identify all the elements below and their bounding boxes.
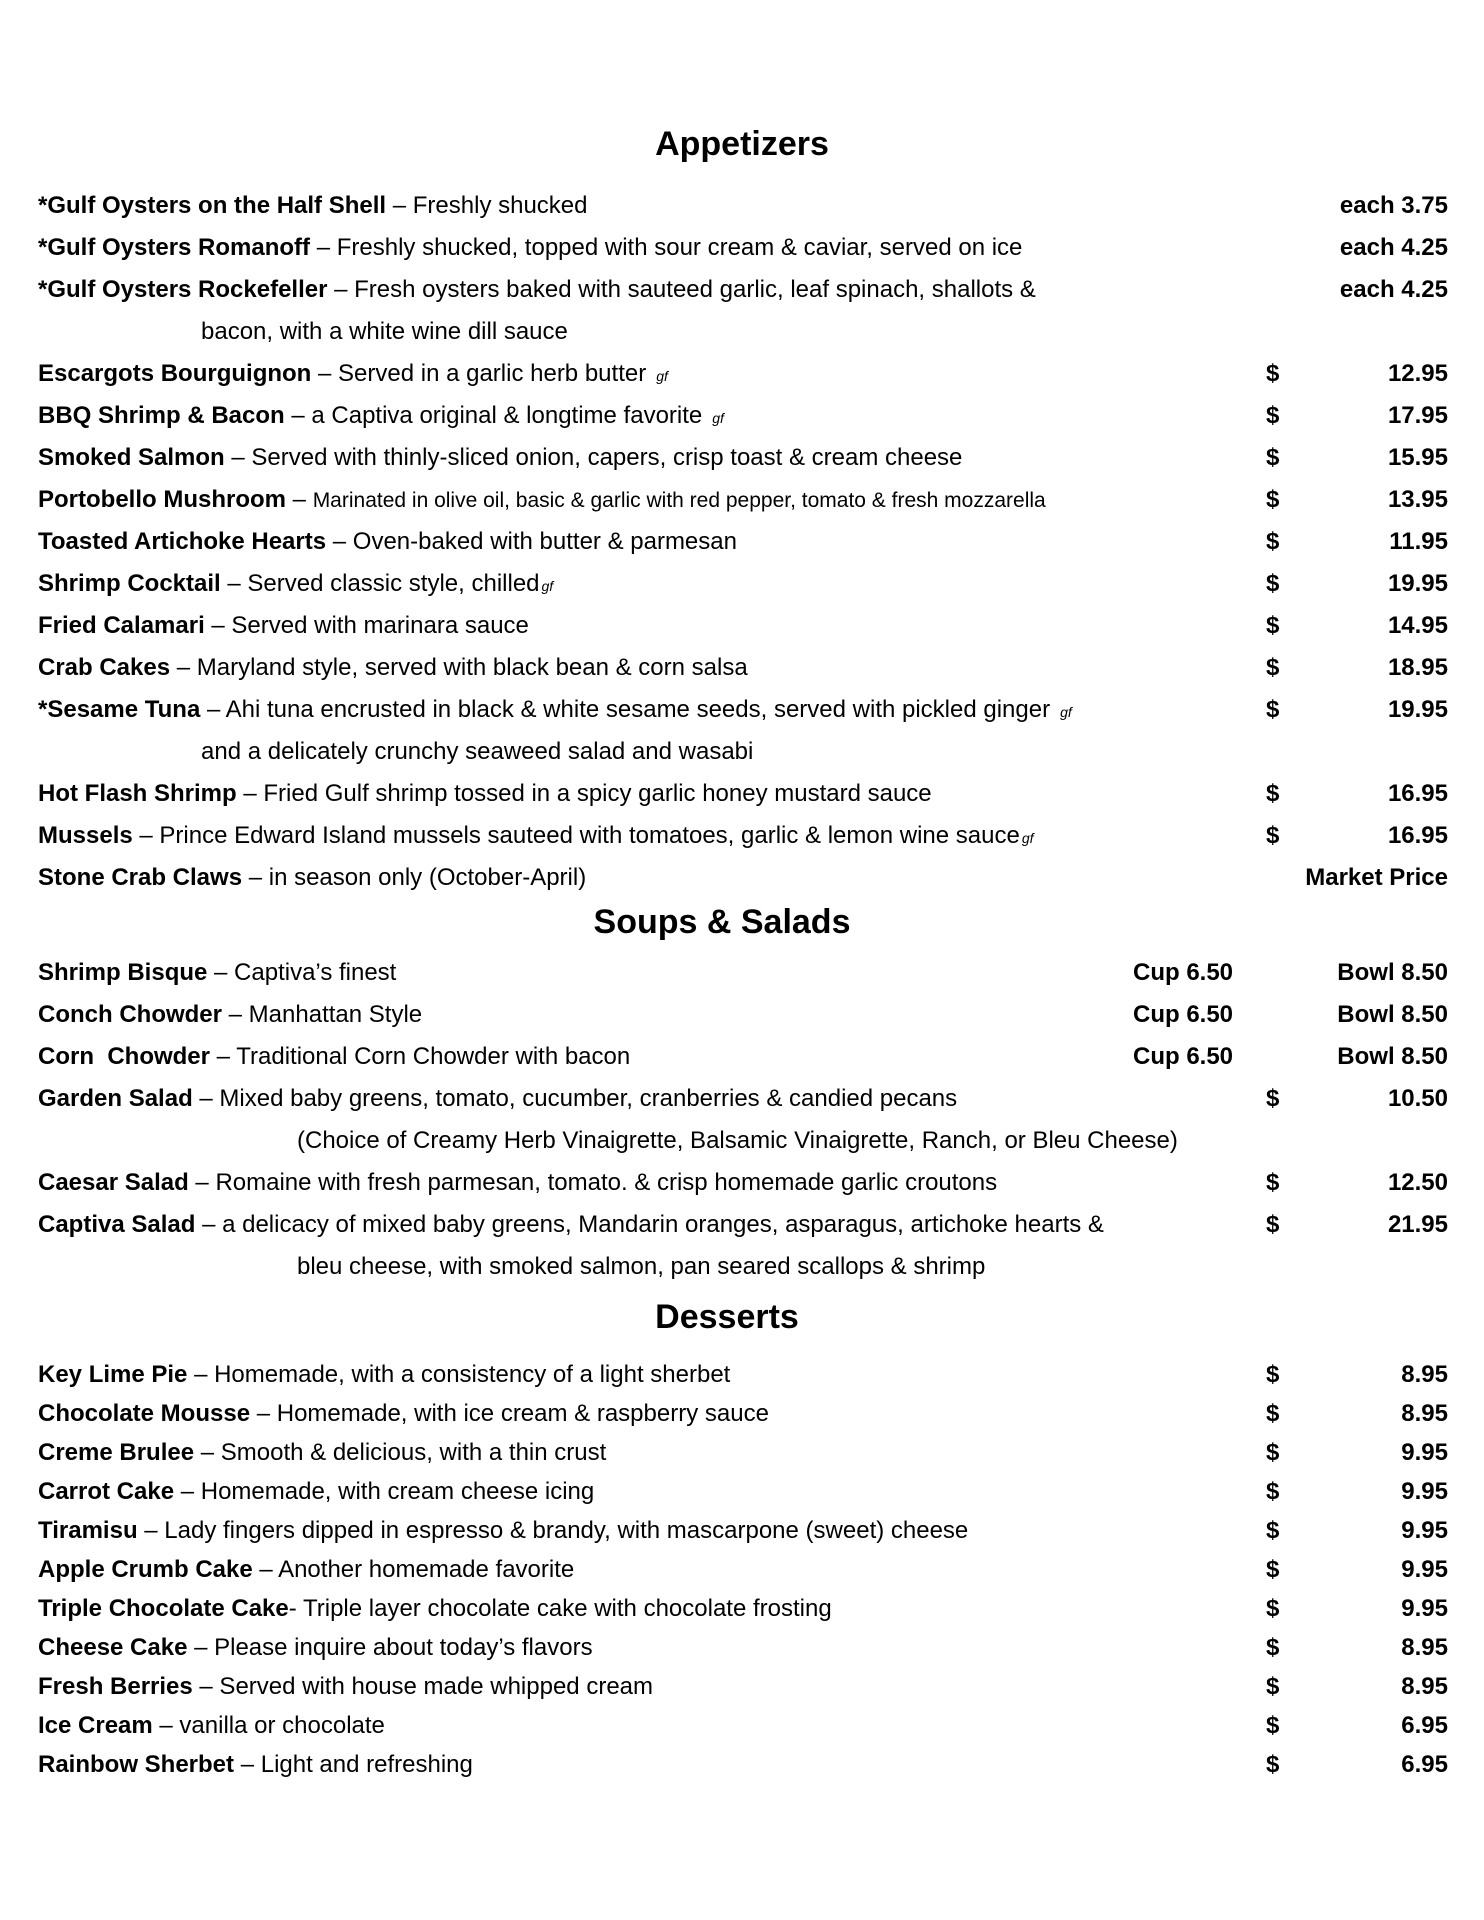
item-price: 12.50 xyxy=(1387,1169,1448,1196)
item-price: 19.95 xyxy=(1387,696,1448,723)
item-description: – Romaine with fresh parmesan, tomato. & crisp homemade garlic croutons xyxy=(188,1169,998,1196)
dollar-sign: $ xyxy=(1266,1517,1280,1544)
item-name: Fried Calamari xyxy=(38,612,205,639)
item-name: Stone Crab Claws xyxy=(38,864,243,891)
cup-price: Cup 6.50 xyxy=(1133,1001,1234,1028)
menu-item xyxy=(38,1081,1448,1117)
dollar-sign: $ xyxy=(1266,360,1280,387)
item-name: Crab Cakes xyxy=(38,654,171,681)
menu-item xyxy=(38,230,1448,266)
item-description: – Please inquire about today’s flavors xyxy=(187,1634,593,1661)
gluten-free-marker: gf xyxy=(1060,704,1072,720)
item-description: – Served with marinara sauce xyxy=(204,612,529,639)
item-name: Fresh Berries xyxy=(38,1673,193,1700)
item-description: – Mixed baby greens, tomato, cucumber, cranberries & candied pecans xyxy=(192,1085,958,1112)
item-price: 12.95 xyxy=(1387,360,1448,387)
menu-item xyxy=(38,1591,1448,1627)
item-name: Smoked Salmon xyxy=(38,444,225,471)
item-price: 13.95 xyxy=(1387,486,1448,513)
menu-item xyxy=(38,188,1448,224)
item-description: – Captiva’s finest xyxy=(207,959,397,986)
item-name: Rainbow Sherbet xyxy=(38,1751,235,1778)
menu-item xyxy=(38,1357,1448,1393)
menu-item xyxy=(38,1435,1448,1471)
dollar-sign: $ xyxy=(1266,444,1280,471)
cup-price: Cup 6.50 xyxy=(1133,959,1234,986)
dollar-sign: $ xyxy=(1266,1085,1280,1112)
dollar-sign: $ xyxy=(1266,696,1280,723)
item-price: 11.95 xyxy=(1389,528,1448,555)
item-name: *Gulf Oysters Romanoff xyxy=(38,234,311,261)
menu-item xyxy=(38,608,1448,644)
item-description-continued: (Choice of Creamy Herb Vinaigrette, Balsamic Vinaigrette, Ranch, or Bleu Cheese) xyxy=(297,1127,1178,1154)
item-description: – a delicacy of mixed baby greens, Mandarin oranges, asparagus, artichoke hearts & xyxy=(195,1211,1104,1238)
item-price: 17.95 xyxy=(1387,402,1448,429)
dollar-sign: $ xyxy=(1266,1712,1280,1739)
item-name: Ice Cream xyxy=(38,1712,153,1739)
item-description: – Freshly shucked, topped with sour cream & caviar, served on ice xyxy=(310,234,1023,261)
item-price: each 4.25 xyxy=(1339,276,1448,303)
menu-item xyxy=(38,860,1448,896)
dollar-sign: $ xyxy=(1266,780,1280,807)
dollar-sign: $ xyxy=(1266,570,1280,597)
dollar-sign: $ xyxy=(1266,1673,1280,1700)
item-price: 15.95 xyxy=(1387,444,1448,471)
dollar-sign: $ xyxy=(1266,1478,1280,1505)
item-description: – Prince Edward Island mussels sauteed with tomatoes, garlic & lemon wine sauce xyxy=(132,822,1020,849)
appetizers-heading: Appetizers xyxy=(655,125,829,163)
dollar-sign: $ xyxy=(1266,612,1280,639)
dollar-sign: $ xyxy=(1266,654,1280,681)
item-name: Creme Brulee xyxy=(38,1439,195,1466)
item-description: – Ahi tuna encrusted in black & white sesame seeds, served with pickled ginger xyxy=(200,696,1051,723)
menu-item xyxy=(38,1747,1448,1783)
item-price: 14.95 xyxy=(1387,612,1448,639)
item-description: – Homemade, with ice cream & raspberry sauce xyxy=(250,1400,769,1427)
item-description: – Another homemade favorite xyxy=(252,1556,575,1583)
menu-item xyxy=(38,482,1448,518)
item-description: – vanilla or chocolate xyxy=(152,1712,385,1739)
item-price: 18.95 xyxy=(1387,654,1448,681)
item-name: *Gulf Oysters on the Half Shell xyxy=(38,192,387,219)
dollar-sign: $ xyxy=(1266,1556,1280,1583)
item-description-continued: and a delicately crunchy seaweed salad and wasabi xyxy=(201,738,754,765)
menu-item xyxy=(38,997,1448,1033)
item-price: Market Price xyxy=(1305,864,1448,891)
item-description: – Smooth & delicious, with a thin crust xyxy=(194,1439,607,1466)
item-description: – Homemade, with cream cheese icing xyxy=(174,1478,595,1505)
dollar-sign: $ xyxy=(1266,1400,1280,1427)
item-name: Caesar Salad xyxy=(38,1169,189,1196)
item-price: 9.95 xyxy=(1401,1439,1448,1466)
dollar-sign: $ xyxy=(1266,1751,1280,1778)
item-name: Triple Chocolate Cake xyxy=(38,1595,289,1622)
item-name: Escargots Bourguignon xyxy=(38,360,312,387)
item-description: – in season only (October-April) xyxy=(242,864,587,891)
item-price: 16.95 xyxy=(1387,780,1448,807)
menu-item xyxy=(38,955,1448,991)
menu-item xyxy=(38,1039,1448,1075)
dollar-sign: $ xyxy=(1266,1211,1280,1238)
item-name: Toasted Artichoke Hearts xyxy=(38,528,327,555)
menu-item xyxy=(38,818,1448,854)
dollar-sign: $ xyxy=(1266,1169,1280,1196)
item-name: *Gulf Oysters Rockefeller xyxy=(38,276,328,303)
menu-item xyxy=(38,524,1448,560)
item-description: – Light and refreshing xyxy=(234,1751,473,1778)
desserts-heading: Desserts xyxy=(655,1298,799,1336)
item-description: – Oven-baked with butter & parmesan xyxy=(326,528,737,555)
gluten-free-marker: gf xyxy=(1021,830,1034,846)
item-price: 8.95 xyxy=(1401,1400,1448,1427)
dollar-sign: $ xyxy=(1266,528,1280,555)
menu-item xyxy=(38,692,1448,728)
item-name: Conch Chowder xyxy=(38,1001,222,1028)
item-description: – Served in a garlic herb butter xyxy=(311,360,647,387)
item-name: Portobello Mushroom xyxy=(38,486,286,513)
item-price: each 4.25 xyxy=(1339,234,1448,261)
item-price: 9.95 xyxy=(1401,1517,1448,1544)
item-price: 8.95 xyxy=(1401,1361,1448,1388)
menu-item xyxy=(38,566,1448,602)
gluten-free-marker: gf xyxy=(656,368,668,384)
item-description: – Freshly shucked xyxy=(386,192,588,219)
dollar-sign: $ xyxy=(1266,1634,1280,1661)
item-description: – Served classic style, chilled xyxy=(220,570,540,597)
menu-item xyxy=(38,356,1448,392)
item-price: 8.95 xyxy=(1401,1634,1448,1661)
item-description-dash: – xyxy=(286,486,313,513)
menu-item xyxy=(38,272,1448,308)
item-description: – Maryland style, served with black bean & corn salsa xyxy=(170,654,748,681)
item-name: Hot Flash Shrimp xyxy=(38,780,237,807)
item-name: Mussels xyxy=(38,822,133,849)
menu-item xyxy=(38,1552,1448,1588)
dollar-sign: $ xyxy=(1266,486,1280,513)
item-price: 10.50 xyxy=(1387,1085,1448,1112)
gluten-free-marker: gf xyxy=(712,410,724,426)
item-name: BBQ Shrimp & Bacon xyxy=(38,402,285,429)
item-description: – Served with thinly-sliced onion, capers, crisp toast & cream cheese xyxy=(224,444,963,471)
item-name: Garden Salad xyxy=(38,1085,193,1112)
item-description: – Manhattan Style xyxy=(222,1001,423,1028)
menu-item xyxy=(38,398,1448,434)
item-price: 19.95 xyxy=(1387,570,1448,597)
item-description: – Lady fingers dipped in espresso & brandy, with mascarpone (sweet) cheese xyxy=(137,1517,969,1544)
item-price: 21.95 xyxy=(1387,1211,1448,1238)
item-description: – Fresh oysters baked with sauteed garlic, leaf spinach, shallots & xyxy=(327,276,1036,303)
menu-item xyxy=(38,1165,1448,1201)
soups-salads-heading: Soups & Salads xyxy=(593,903,851,941)
item-price: each 3.75 xyxy=(1339,192,1448,219)
item-name: Shrimp Bisque xyxy=(38,959,208,986)
dollar-sign: $ xyxy=(1266,402,1280,429)
item-description: – Fried Gulf shrimp tossed in a spicy garlic honey mustard sauce xyxy=(236,780,932,807)
item-description-continued: bleu cheese, with smoked salmon, pan seared scallops & shrimp xyxy=(297,1253,986,1280)
menu-item xyxy=(38,1513,1448,1549)
menu-item xyxy=(38,1474,1448,1510)
menu-item xyxy=(38,776,1448,812)
item-description: - Triple layer chocolate cake with chocolate frosting xyxy=(288,1595,832,1622)
item-description: – Homemade, with a consistency of a light sherbet xyxy=(187,1361,731,1388)
item-description: Marinated in olive oil, basic & garlic with red pepper, tomato & fresh mozzarella xyxy=(312,489,1046,512)
item-price: 9.95 xyxy=(1401,1595,1448,1622)
item-name: Tiramisu xyxy=(38,1517,138,1544)
bowl-price: Bowl 8.50 xyxy=(1337,959,1448,986)
bowl-price: Bowl 8.50 xyxy=(1337,1043,1448,1070)
item-price: 8.95 xyxy=(1401,1673,1448,1700)
menu-item xyxy=(38,1669,1448,1705)
item-price: 9.95 xyxy=(1401,1478,1448,1505)
item-name: Shrimp Cocktail xyxy=(38,570,221,597)
item-description: – Traditional Corn Chowder with bacon xyxy=(210,1043,631,1070)
menu-item xyxy=(38,440,1448,476)
item-name: Cheese Cake xyxy=(38,1634,188,1661)
dollar-sign: $ xyxy=(1266,822,1280,849)
dollar-sign: $ xyxy=(1266,1439,1280,1466)
item-name: Apple Crumb Cake xyxy=(38,1556,253,1583)
item-name: Key Lime Pie xyxy=(38,1361,188,1388)
item-name: Corn Chowder xyxy=(38,1043,210,1070)
item-description-continued: bacon, with a white wine dill sauce xyxy=(201,318,568,345)
gluten-free-marker: gf xyxy=(541,578,554,594)
menu-item xyxy=(38,1708,1448,1744)
cup-price: Cup 6.50 xyxy=(1133,1043,1234,1070)
item-price: 9.95 xyxy=(1401,1556,1448,1583)
item-price: 6.95 xyxy=(1401,1712,1448,1739)
dollar-sign: $ xyxy=(1266,1361,1280,1388)
item-description: – Served with house made whipped cream xyxy=(192,1673,654,1700)
item-price: 16.95 xyxy=(1387,822,1448,849)
item-price: 6.95 xyxy=(1401,1751,1448,1778)
menu-item xyxy=(38,1396,1448,1432)
item-name: Chocolate Mousse xyxy=(38,1400,251,1427)
item-name: *Sesame Tuna xyxy=(38,696,201,723)
item-name: Carrot Cake xyxy=(38,1478,175,1505)
bowl-price: Bowl 8.50 xyxy=(1337,1001,1448,1028)
dollar-sign: $ xyxy=(1266,1595,1280,1622)
menu-item xyxy=(38,1630,1448,1666)
menu-item xyxy=(38,1207,1448,1243)
item-description: – a Captiva original & longtime favorite xyxy=(284,402,703,429)
menu-item xyxy=(38,650,1448,686)
item-name: Captiva Salad xyxy=(38,1211,196,1238)
